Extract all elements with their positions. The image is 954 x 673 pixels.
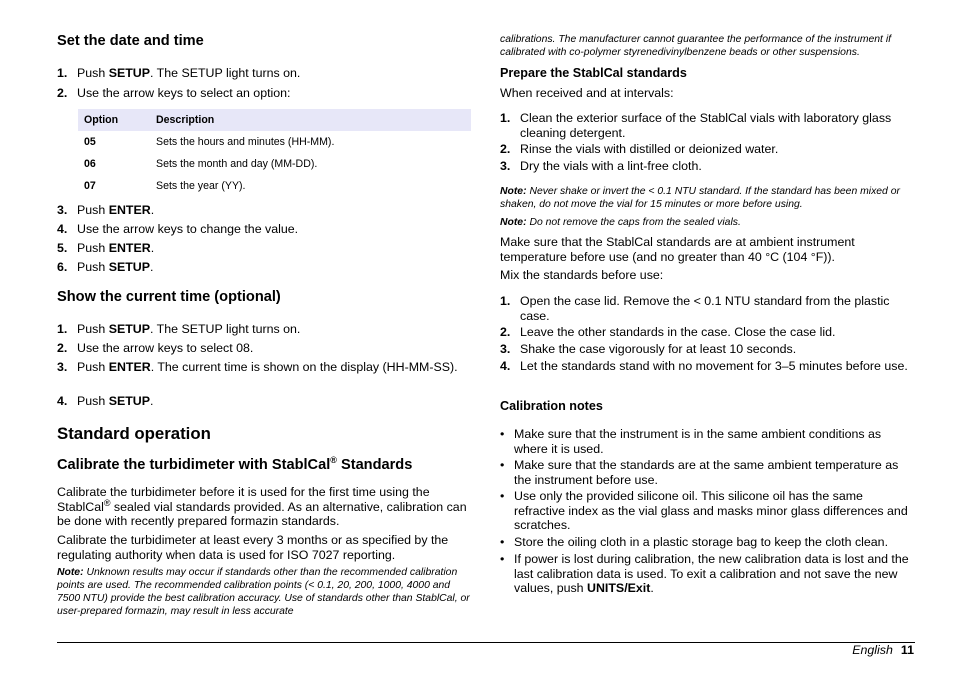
option-cell: 07 (84, 180, 96, 193)
list-item: 1. Clean the exterior surface of the StablCal vials with laboratory glass cleaning detergent. (500, 111, 892, 140)
table-row (78, 153, 471, 175)
bullet-glyph: • (500, 427, 505, 441)
step-number: 2. (500, 325, 511, 339)
bullet-item: • Store the oiling cloth in a plastic storage bag to keep the cloth clean. (500, 535, 889, 549)
options-table (78, 109, 471, 198)
bullet-glyph: • (500, 489, 505, 503)
step-number: 6. (57, 260, 68, 274)
step-number: 3. (57, 360, 68, 374)
note-label: Note: (500, 217, 527, 228)
footer-language: English (852, 643, 893, 657)
list-item: 2. Leave the other standards in the case. Close the case lid. (500, 325, 836, 339)
list-item: 1. Push SETUP. The SETUP light turns on. (57, 66, 301, 80)
description-cell: Sets the year (YY). (156, 180, 246, 193)
bullet-item: • Make sure that the instrument is in the same ambient conditions as where it is used. (500, 427, 882, 456)
main-section-title: Standard operation (57, 424, 211, 443)
list-item: 1. Push SETUP. The SETUP light turns on. (57, 322, 301, 336)
footer-divider (57, 642, 915, 643)
list-item: 6. Push SETUP. (57, 260, 154, 274)
list-item: 3. Push ENTER. (57, 203, 155, 217)
column-header-description: Description (150, 109, 471, 131)
section-title-calibration-notes: Calibration notes (500, 399, 603, 413)
list-item: 4. Let the standards stand with no movement for 3–5 minutes before use. (500, 359, 908, 373)
step-number: 3. (57, 203, 68, 217)
note-continued: calibrations. The manufacturer cannot guarantee the performance of the instrument if calibrated with co-polymer styrenedivinylbenzene beads or other suspensions. (500, 34, 892, 58)
step-number: 1. (57, 66, 68, 80)
list-item: 3. Push ENTER. The current time is shown on the display (HH-MM-SS). (57, 360, 458, 374)
step-number: 4. (500, 359, 511, 373)
paragraph: Calibrate the turbidimeter before it is used for the first time using the StablCal® sealed vial standards provided. As an alternative, calibration can be done with recently prepared formazin standards. (57, 485, 467, 528)
note-label: Note: (57, 567, 84, 578)
list-item: 3. Shake the case vigorously for at least 10 seconds. (500, 342, 797, 356)
step-number: 1. (500, 294, 511, 308)
table-row (78, 131, 471, 153)
step-number: 4. (57, 222, 68, 236)
bullet-glyph: • (500, 535, 505, 549)
section-title-prepare: Prepare the StablCal standards (500, 66, 687, 80)
paragraph: When received and at intervals: (500, 86, 674, 100)
step-number: 2. (57, 86, 68, 100)
bullet-item: • Use only the provided silicone oil. This silicone oil has the same refractive index as the vial glass and masks minor glass differences and scratches. (500, 489, 908, 532)
bullet-glyph: • (500, 552, 505, 566)
subsection-title-calibrate: Calibrate the turbidimeter with StablCal® Standards (57, 455, 413, 473)
bullet-glyph: • (500, 458, 505, 472)
paragraph: Mix the standards before use: (500, 268, 664, 282)
note-label: Note: (500, 186, 527, 197)
step-number: 3. (500, 342, 511, 356)
option-cell: 05 (84, 135, 96, 148)
description-cell: Sets the hours and minutes (HH-MM). (156, 135, 335, 148)
list-item: 4. Use the arrow keys to change the value. (57, 222, 299, 236)
step-number: 4. (57, 394, 68, 408)
list-item: 3. Dry the vials with a lint-free cloth. (500, 159, 702, 173)
paragraph: Calibrate the turbidimeter at least every 3 months or as specified by the regulating authority when data is used for ISO 7027 reporting. (57, 533, 449, 562)
description-cell: Sets the month and day (MM-DD). (156, 158, 318, 171)
table-header-row (78, 109, 471, 131)
list-item: 2. Use the arrow keys to select 08. (57, 341, 254, 355)
list-item: 2. Rinse the vials with distilled or deionized water. (500, 142, 779, 156)
list-item: 4. Push SETUP. (57, 394, 154, 408)
column-header-option: Option (78, 109, 150, 131)
note: Note: Do not remove the caps from the sealed vials. (500, 217, 741, 228)
note: Note: Unknown results may occur if standards other than the recommended calibration points are used. The recommended calibration points (< 0.1, 20, 200, 1000, 4000 and 7500 NTU) provide the best calibration accuracy. Use of standards other than StablCal, or user-prepared formazin, may result in less accurate (57, 567, 470, 617)
step-number: 3. (500, 159, 511, 173)
page-footer (852, 643, 914, 658)
step-number: 1. (500, 111, 511, 125)
list-item: 5. Push ENTER. (57, 241, 155, 255)
list-item: 2. Use the arrow keys to select an option: (57, 86, 291, 100)
section-title-current-time: Show the current time (optional) (57, 289, 281, 305)
bullet-item: • If power is lost during calibration, the new calibration data is lost and the last calibration data is used. To exit a calibration and not save the new values, push UNITS/Exit. (500, 552, 909, 595)
page-number: 11 (900, 643, 914, 657)
bullet-item: • Make sure that the standards are at the same ambient temperature as the instrument before use. (500, 458, 899, 487)
step-number: 2. (500, 142, 511, 156)
step-number: 2. (57, 341, 68, 355)
step-number: 5. (57, 241, 68, 255)
step-number: 1. (57, 322, 68, 336)
note: Note: Never shake or invert the < 0.1 NTU standard. If the standard has been mixed or shaken, do not move the vial for 15 minutes or more before using. (500, 186, 900, 210)
option-cell: 06 (84, 158, 96, 171)
paragraph: Make sure that the StablCal standards are at ambient instrument temperature before use (and no greater than 40 °C (104 °F)). (500, 235, 855, 264)
section-title-date-time: Set the date and time (57, 33, 204, 49)
table-row (78, 176, 471, 198)
list-item: 1. Open the case lid. Remove the < 0.1 NTU standard from the plastic case. (500, 294, 890, 323)
